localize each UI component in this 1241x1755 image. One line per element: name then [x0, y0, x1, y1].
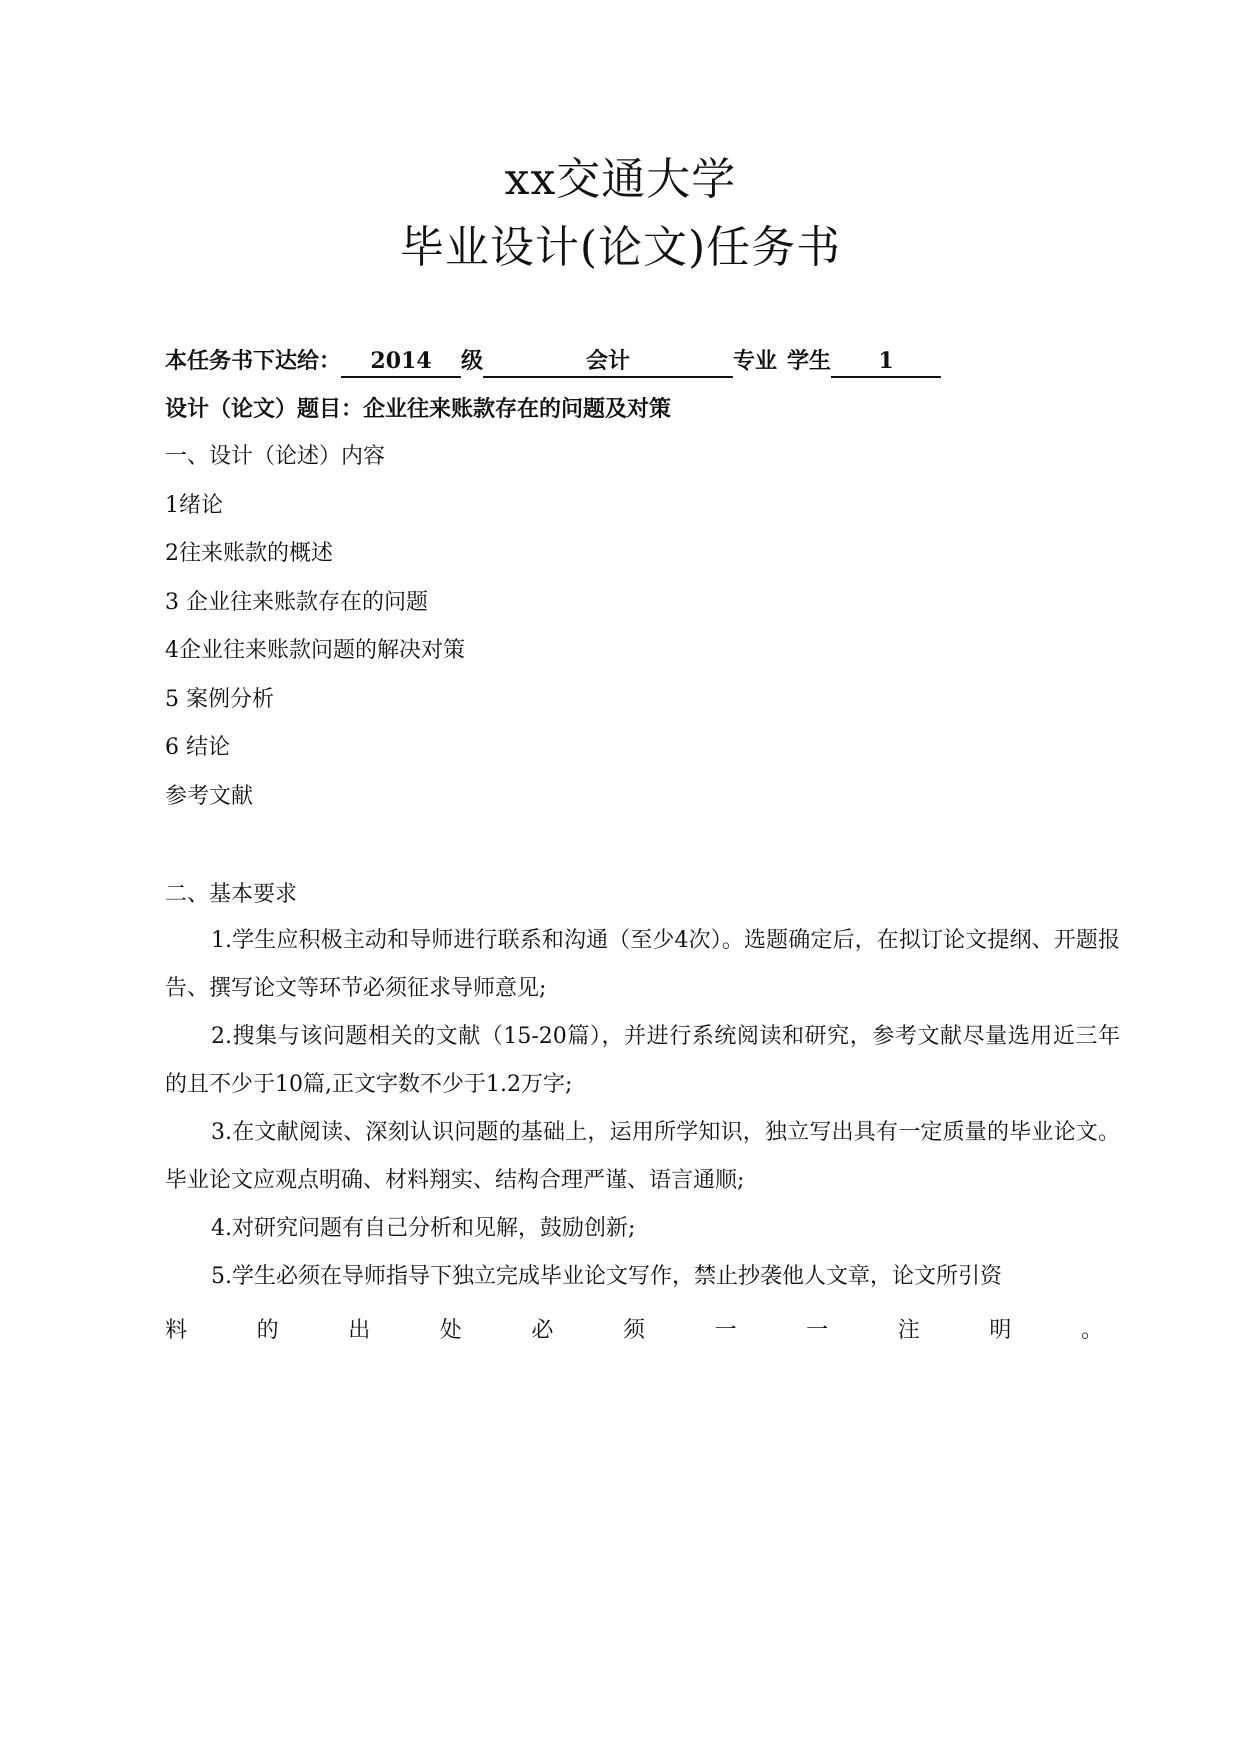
topic-line: 设计（论文）题目：企业往来账款存在的问题及对策 — [165, 396, 672, 422]
requirement-paragraph: 5.学生必须在导师指导下独立完成毕业论文写作，禁止抄袭他人文章，论文所引资 — [211, 1264, 1002, 1289]
content-item: 2往来账款的概述 — [165, 541, 333, 566]
last-line-char: 料 — [165, 1318, 188, 1343]
assignment-line — [165, 346, 941, 378]
university-title: xx交通大学 — [504, 154, 737, 205]
content-item: 4企业往来账款问题的解决对策 — [165, 638, 465, 663]
grade-field: 2014 — [341, 348, 461, 378]
grade-suffix: 级 — [461, 348, 484, 374]
requirement-paragraph: 2.搜集与该问题相关的文献（15-20篇），并进行系统阅读和研究，参考文献尽量选用近三年的且不少于10篇,正文字数不少于1.2万字; — [165, 1024, 1120, 1097]
content-item: 1绪论 — [165, 493, 223, 518]
content-item: 5 案例分析 — [165, 687, 274, 712]
requirement-paragraph: 1.学生应积极主动和导师进行联系和沟通（至少4次）。选题确定后，在拟订论文提纲、开题报告、撰写论文等环节必须征求导师意见; — [165, 928, 1120, 1001]
major-suffix: 专业 — [733, 348, 778, 374]
student-label: 学生 — [787, 348, 832, 374]
document-title: 毕业设计(论文)任务书 — [399, 222, 842, 273]
section1-heading: 一、设计（论述）内容 — [165, 444, 386, 469]
assignment-prefix: 本任务书下达给： — [165, 348, 342, 374]
last-line-char: 必 — [531, 1318, 554, 1343]
student-field: 1 — [831, 348, 941, 378]
last-line-char: 的 — [256, 1318, 279, 1343]
major-field: 会计 — [483, 348, 733, 378]
last-line-char: 明 — [989, 1318, 1012, 1343]
last-line-char: 。 — [1080, 1318, 1103, 1343]
requirement-paragraph: 3.在文献阅读、深刻认识问题的基础上，运用所学知识，独立写出具有一定质量的毕业论文。毕业论文应观点明确、材料翔实、结构合理严谨、语言通顺; — [165, 1120, 1120, 1193]
section2-heading: 二、基本要求 — [165, 882, 298, 907]
last-line-char: 一 — [806, 1318, 829, 1343]
requirement-last-line — [165, 1316, 1103, 1346]
content-item: 6 结论 — [165, 735, 230, 760]
content-item: 3 企业往来账款存在的问题 — [165, 590, 428, 615]
last-line-char: 注 — [897, 1318, 920, 1343]
content-item: 参考文献 — [165, 784, 254, 809]
last-line-char: 一 — [714, 1318, 737, 1343]
last-line-char: 处 — [439, 1318, 462, 1343]
last-line-char: 须 — [622, 1318, 645, 1343]
requirement-paragraph: 4.对研究问题有自己分析和见解，鼓励创新; — [211, 1216, 636, 1241]
last-line-char: 出 — [348, 1318, 371, 1343]
